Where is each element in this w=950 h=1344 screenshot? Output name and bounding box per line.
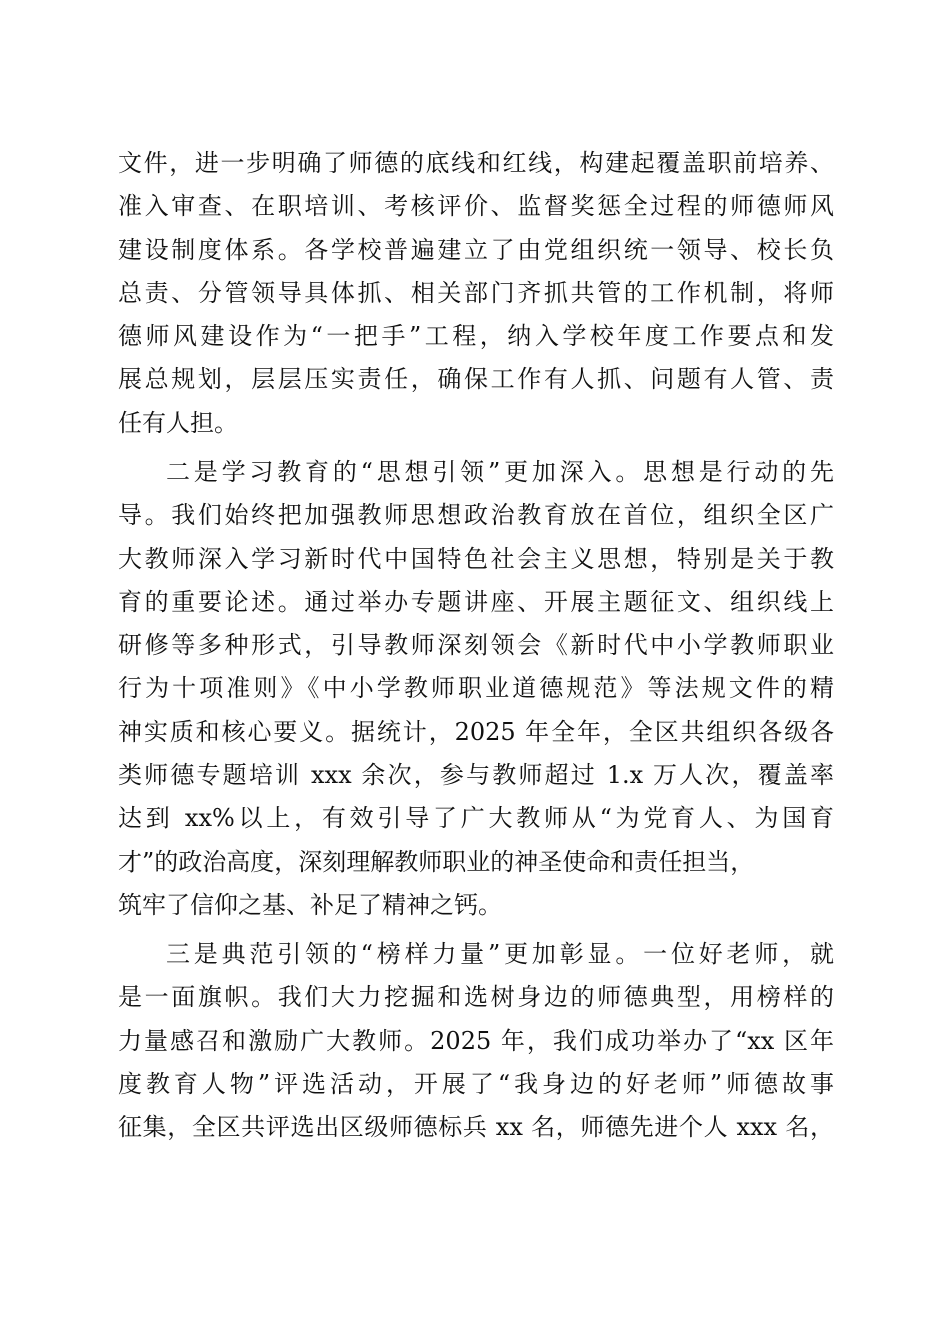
paragraph-line: 二是学习教育的“思想引领”更加深入。思想是行动的先 — [166, 458, 834, 486]
paragraph-line: 研修等多种形式，引导教师深刻领会《新时代中小学教师职业 — [118, 631, 834, 660]
paragraph-line: 才”的政治高度，深刻理解教师职业的神圣使命和责任担当， — [118, 847, 755, 876]
paragraph-line: 神实质和核心要义。据统计，2025 年全年，全区共组织各级各 — [118, 717, 834, 746]
paragraph-line: 类师德专题培训 xxx 余次，参与教师超过 1.x 万人次，覆盖率 — [118, 761, 834, 790]
paragraph-line: 大教师深入学习新时代中国特色社会主义思想，特别是关于教 — [118, 544, 834, 573]
paragraph-1 — [118, 142, 834, 445]
paragraph-3 — [118, 933, 834, 1149]
paragraph-line: 力量感召和激励广大教师。2025 年，我们成功举办了“xx 区年 — [118, 1026, 834, 1055]
paragraph-line: 度教育人物”评选活动，开展了“我身边的好老师”师德故事 — [118, 1069, 834, 1098]
paragraph-line: 是一面旗帜。我们大力挖掘和选树身边的师德典型，用榜样的 — [118, 983, 834, 1012]
paragraph-2 — [118, 451, 834, 927]
paragraph-line: 准入审查、在职培训、考核评价、监督奖惩全过程的师德师风 — [118, 192, 834, 221]
paragraph-line: 行为十项准则》《中小学教师职业道德规范》等法规文件的精 — [118, 674, 834, 703]
paragraph-line: 三是典范引领的“榜样力量”更加彰显。一位好老师，就 — [166, 940, 834, 968]
paragraph-line: 德师风建设作为“一把手”工程，纳入学校年度工作要点和发 — [118, 322, 834, 351]
paragraph-line: 征集，全区共评选出区级师德标兵 xx 名，师德先进个人 xxx 名， — [118, 1113, 834, 1142]
paragraph-line: 导。我们始终把加强教师思想政治教育放在首位，组织全区广 — [118, 501, 834, 530]
paragraph-line: 任有人担。 — [118, 408, 238, 437]
paragraph-line: 筑牢了信仰之基、补足了精神之钙。 — [118, 890, 502, 919]
paragraph-line: 展总规划，层层压实责任，确保工作有人抓、问题有人管、责 — [118, 365, 834, 394]
paragraph-line: 育的重要论述。通过举办专题讲座、开展主题征文、组织线上 — [118, 587, 834, 616]
paragraph-line: 总责、分管领导具体抓、相关部门齐抓共管的工作机制，将师 — [118, 278, 834, 307]
paragraph-line: 达到 xx%以上，有效引导了广大教师从“为党育人、为国育 — [118, 804, 834, 833]
paragraph-line: 文件，进一步明确了师德的底线和红线，构建起覆盖职前培养、 — [118, 149, 834, 177]
paragraph-line: 建设制度体系。各学校普遍建立了由党组织统一领导、校长负 — [118, 235, 834, 264]
